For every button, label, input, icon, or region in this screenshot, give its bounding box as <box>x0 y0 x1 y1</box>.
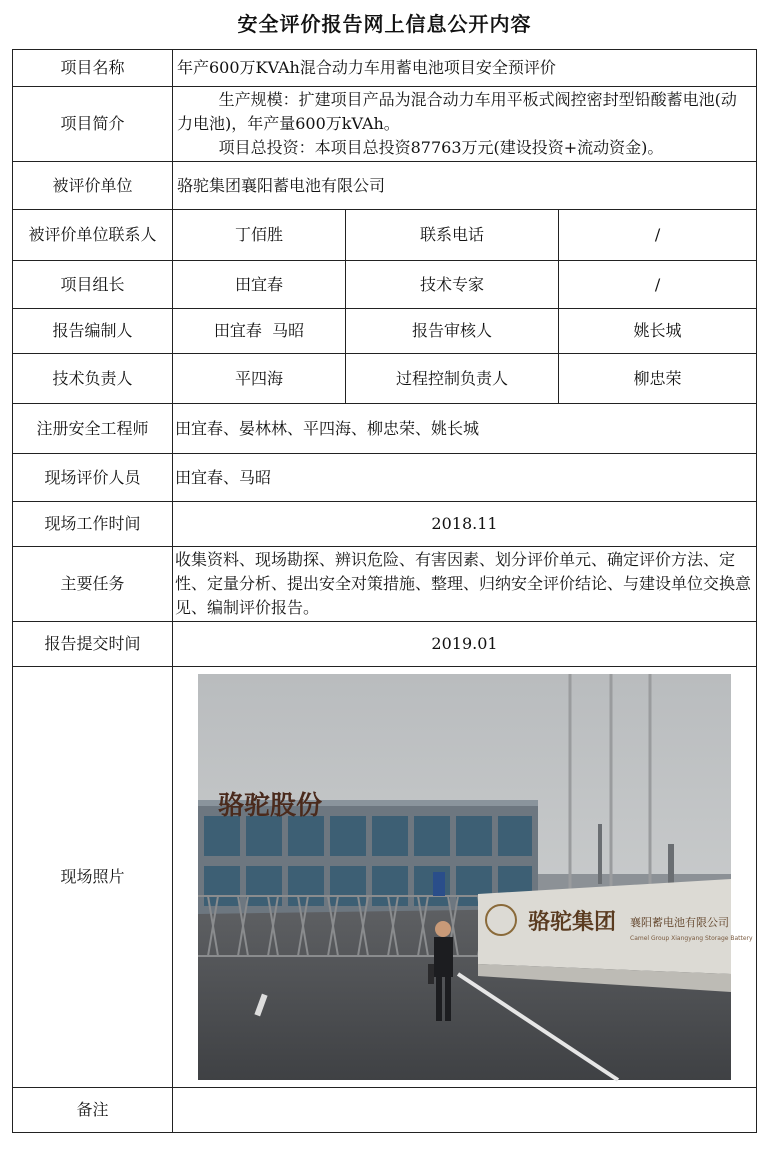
team-leader-name: 田宜春 <box>173 261 346 309</box>
site-photo <box>198 674 753 1080</box>
row-evaluated-unit <box>13 162 757 210</box>
row-remarks <box>13 1088 757 1133</box>
contact-label: 被评价单位联系人 <box>13 210 173 261</box>
submit-time-label: 报告提交时间 <box>13 622 173 667</box>
main-tasks-label: 主要任务 <box>13 547 173 622</box>
project-name-value: 年产600万KVAh混合动力车用蓄电池项目安全预评价 <box>173 50 757 87</box>
engineers-label: 注册安全工程师 <box>13 404 173 454</box>
gate-subsign: 襄阳蓄电池有限公司 <box>630 916 730 929</box>
expert-value: / <box>559 261 757 309</box>
process-control-label: 过程控制负责人 <box>346 354 559 404</box>
row-engineers <box>13 404 757 454</box>
project-summary-label: 项目简介 <box>13 87 173 162</box>
report-author-names: 田宜春 马昭 <box>173 309 346 354</box>
summary-investment: 项目总投资：本项目总投资87763万元(建设投资+流动资金)。 <box>218 138 664 157</box>
row-contact <box>13 210 757 261</box>
main-tasks-value: 收集资料、现场勘探、辨识危险、有害因素、划分评价单元、确定评价方法、定性、定量分析、提出安全对策措施、整理、归纳安全评价结论、与建设单位交换意见、编制评价报告。 <box>173 547 757 622</box>
submit-time-value: 2019.01 <box>173 622 757 667</box>
expert-label: 技术专家 <box>346 261 559 309</box>
site-work-time-label: 现场工作时间 <box>13 502 173 547</box>
engineers-value: 田宜春、晏林林、平四海、柳忠荣、姚长城 <box>173 404 757 454</box>
report-author-label: 报告编制人 <box>13 309 173 354</box>
project-summary-value <box>173 87 757 162</box>
row-site-photo <box>13 667 757 1088</box>
evaluated-unit-value: 骆驼集团襄阳蓄电池有限公司 <box>173 162 757 210</box>
phone-value: / <box>559 210 757 261</box>
tech-lead-label: 技术负责人 <box>13 354 173 404</box>
process-control-value: 柳忠荣 <box>559 354 757 404</box>
team-leader-label: 项目组长 <box>13 261 173 309</box>
gate-sign-wall <box>478 879 753 992</box>
summary-scale: 生产规模：扩建项目产品为混合动力车用平板式阀控密封型铅酸蓄电池(动力电池)，年产量600万kVAh。 <box>177 90 737 133</box>
row-report-author <box>13 309 757 354</box>
row-project-name <box>13 50 757 87</box>
site-work-time-value: 2018.11 <box>173 502 757 547</box>
row-tech-lead <box>13 354 757 404</box>
remarks-value <box>173 1088 757 1133</box>
gate-sign: 骆驼集团 <box>528 910 617 935</box>
row-site-work-time <box>13 502 757 547</box>
evaluated-unit-label: 被评价单位 <box>13 162 173 210</box>
gate-english: Camel Group Xiangyang Storage Battery <box>630 935 753 942</box>
row-team-leader <box>13 261 757 309</box>
tech-lead-name: 平四海 <box>173 354 346 404</box>
building-sign: 骆驼股份 <box>218 791 323 821</box>
site-evaluators-label: 现场评价人员 <box>13 454 173 502</box>
project-name-label: 项目名称 <box>13 50 173 87</box>
page-title: 安全评价报告网上信息公开内容 <box>237 12 532 36</box>
row-main-tasks <box>13 547 757 622</box>
reviewer-label: 报告审核人 <box>346 309 559 354</box>
site-evaluators-value: 田宜春、马昭 <box>173 454 757 502</box>
site-photo-cell <box>173 667 757 1088</box>
phone-label: 联系电话 <box>346 210 559 261</box>
row-project-summary <box>13 87 757 162</box>
reviewer-value: 姚长城 <box>559 309 757 354</box>
info-table <box>12 49 757 1133</box>
site-photo-label: 现场照片 <box>13 667 173 1088</box>
remarks-label: 备注 <box>13 1088 173 1133</box>
row-site-evaluators <box>13 454 757 502</box>
row-submit-time <box>13 622 757 667</box>
contact-name: 丁佰胜 <box>173 210 346 261</box>
